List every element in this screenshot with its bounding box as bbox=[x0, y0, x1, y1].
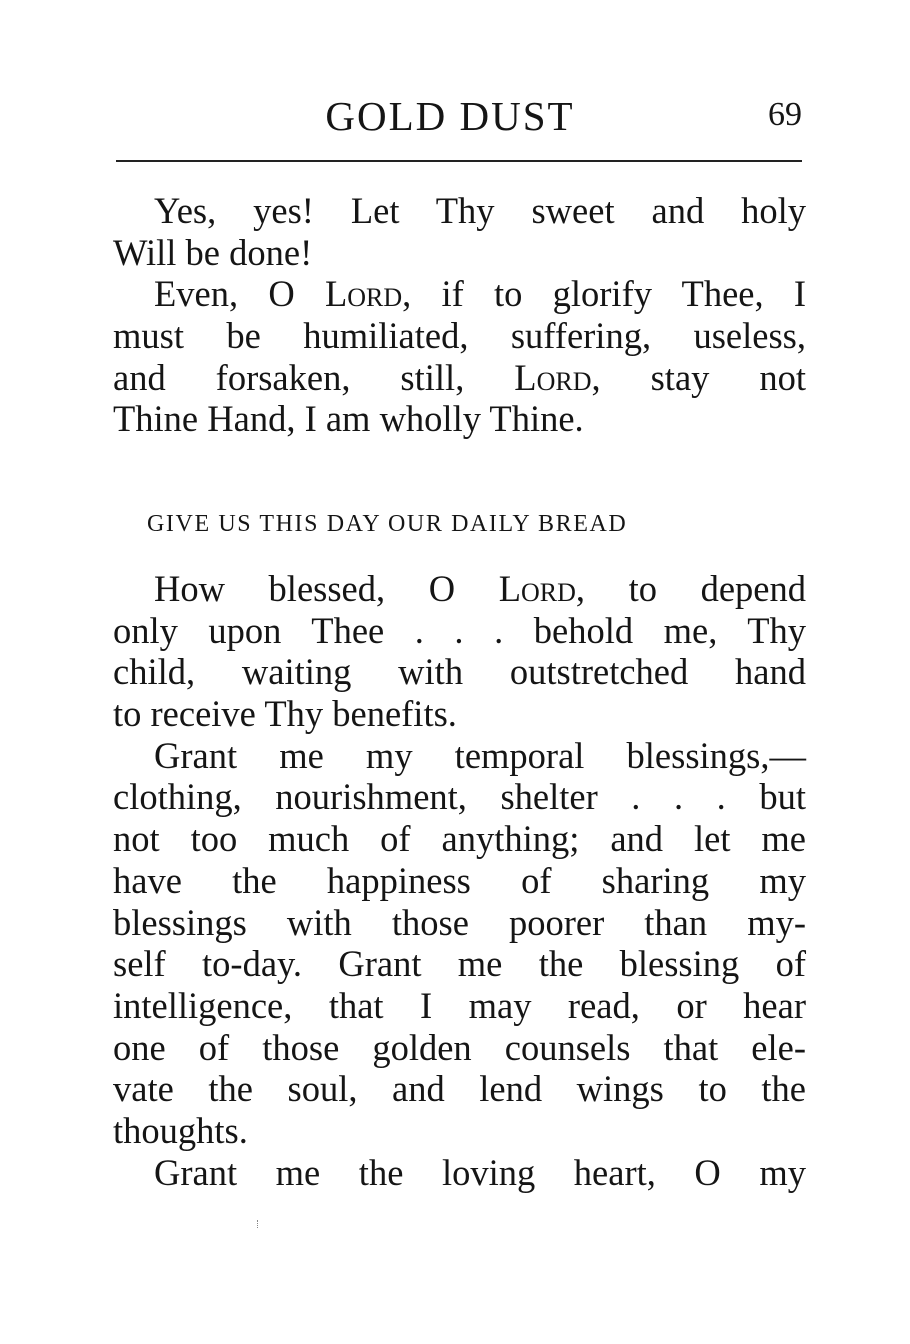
text-line bbox=[113, 902, 806, 944]
line-text: clothing, nourishment, shelter . . . but bbox=[113, 776, 806, 818]
text-line bbox=[113, 273, 806, 315]
text-line bbox=[113, 1027, 806, 1069]
text-line bbox=[113, 776, 806, 818]
line-text: one of those golden counsels that ele- bbox=[113, 1026, 806, 1068]
passage-2 bbox=[113, 568, 806, 1193]
divine-name: Lord bbox=[514, 356, 592, 398]
text-line bbox=[113, 818, 806, 860]
line-text: have the happiness of sharing my bbox=[113, 859, 806, 901]
line-text: Will be done! bbox=[113, 231, 313, 273]
line-text: How blessed, O bbox=[154, 568, 499, 609]
text-line bbox=[113, 315, 806, 357]
text-line bbox=[113, 735, 806, 777]
text-line bbox=[113, 610, 806, 652]
text-line bbox=[113, 190, 806, 232]
line-text: self to-day. Grant me the blessing of bbox=[113, 943, 806, 985]
line-text: intelligence, that I may read, or hear bbox=[113, 984, 806, 1026]
running-title: GOLD DUST bbox=[325, 93, 575, 139]
section-heading: GIVE US THIS DAY OUR DAILY BREAD bbox=[147, 511, 628, 537]
line-text: only upon Thee . . . behold me, Thy bbox=[113, 609, 806, 651]
page-number: 69 bbox=[768, 96, 802, 133]
line-text: , if to glorify Thee, I bbox=[402, 273, 806, 315]
line-text: Yes, yes! Let Thy sweet and holy bbox=[154, 190, 806, 231]
header-rule bbox=[116, 160, 802, 162]
text-line bbox=[113, 985, 806, 1027]
text-line bbox=[113, 232, 806, 274]
text-line bbox=[113, 357, 806, 399]
text-line bbox=[113, 398, 806, 440]
text-line bbox=[113, 860, 806, 902]
line-text: Thine Hand, I am wholly Thine. bbox=[113, 398, 584, 440]
line-text: vate the soul, and lend wings to the bbox=[113, 1068, 806, 1110]
text-line bbox=[113, 1152, 806, 1194]
text-line bbox=[113, 1068, 806, 1110]
line-text: not too much of anything; and let me bbox=[113, 818, 806, 860]
text-line bbox=[113, 568, 806, 610]
line-text: child, waiting with outstretched hand bbox=[113, 651, 806, 693]
divine-name: Lord bbox=[324, 273, 403, 315]
line-text: blessings with those poorer than my- bbox=[113, 901, 806, 943]
text-line bbox=[113, 693, 806, 735]
line-text: Even, O bbox=[154, 273, 325, 315]
text-line bbox=[113, 651, 806, 693]
line-text: must be humiliated, suffering, useless, bbox=[113, 315, 806, 357]
line-text: thoughts. bbox=[113, 1109, 248, 1151]
line-text: , to depend bbox=[575, 568, 806, 609]
divine-name: Lord bbox=[498, 568, 576, 609]
text-line bbox=[113, 1110, 806, 1152]
passage-1 bbox=[113, 190, 806, 440]
line-text: to receive Thy benefits. bbox=[113, 693, 457, 735]
line-text: and forsaken, still, bbox=[113, 356, 515, 398]
line-text: Grant me my temporal blessings,— bbox=[154, 734, 806, 776]
line-text: Grant me the loving heart, O my bbox=[154, 1151, 806, 1193]
print-speck bbox=[257, 1220, 261, 1228]
text-line bbox=[113, 943, 806, 985]
line-text: , stay not bbox=[591, 356, 806, 398]
